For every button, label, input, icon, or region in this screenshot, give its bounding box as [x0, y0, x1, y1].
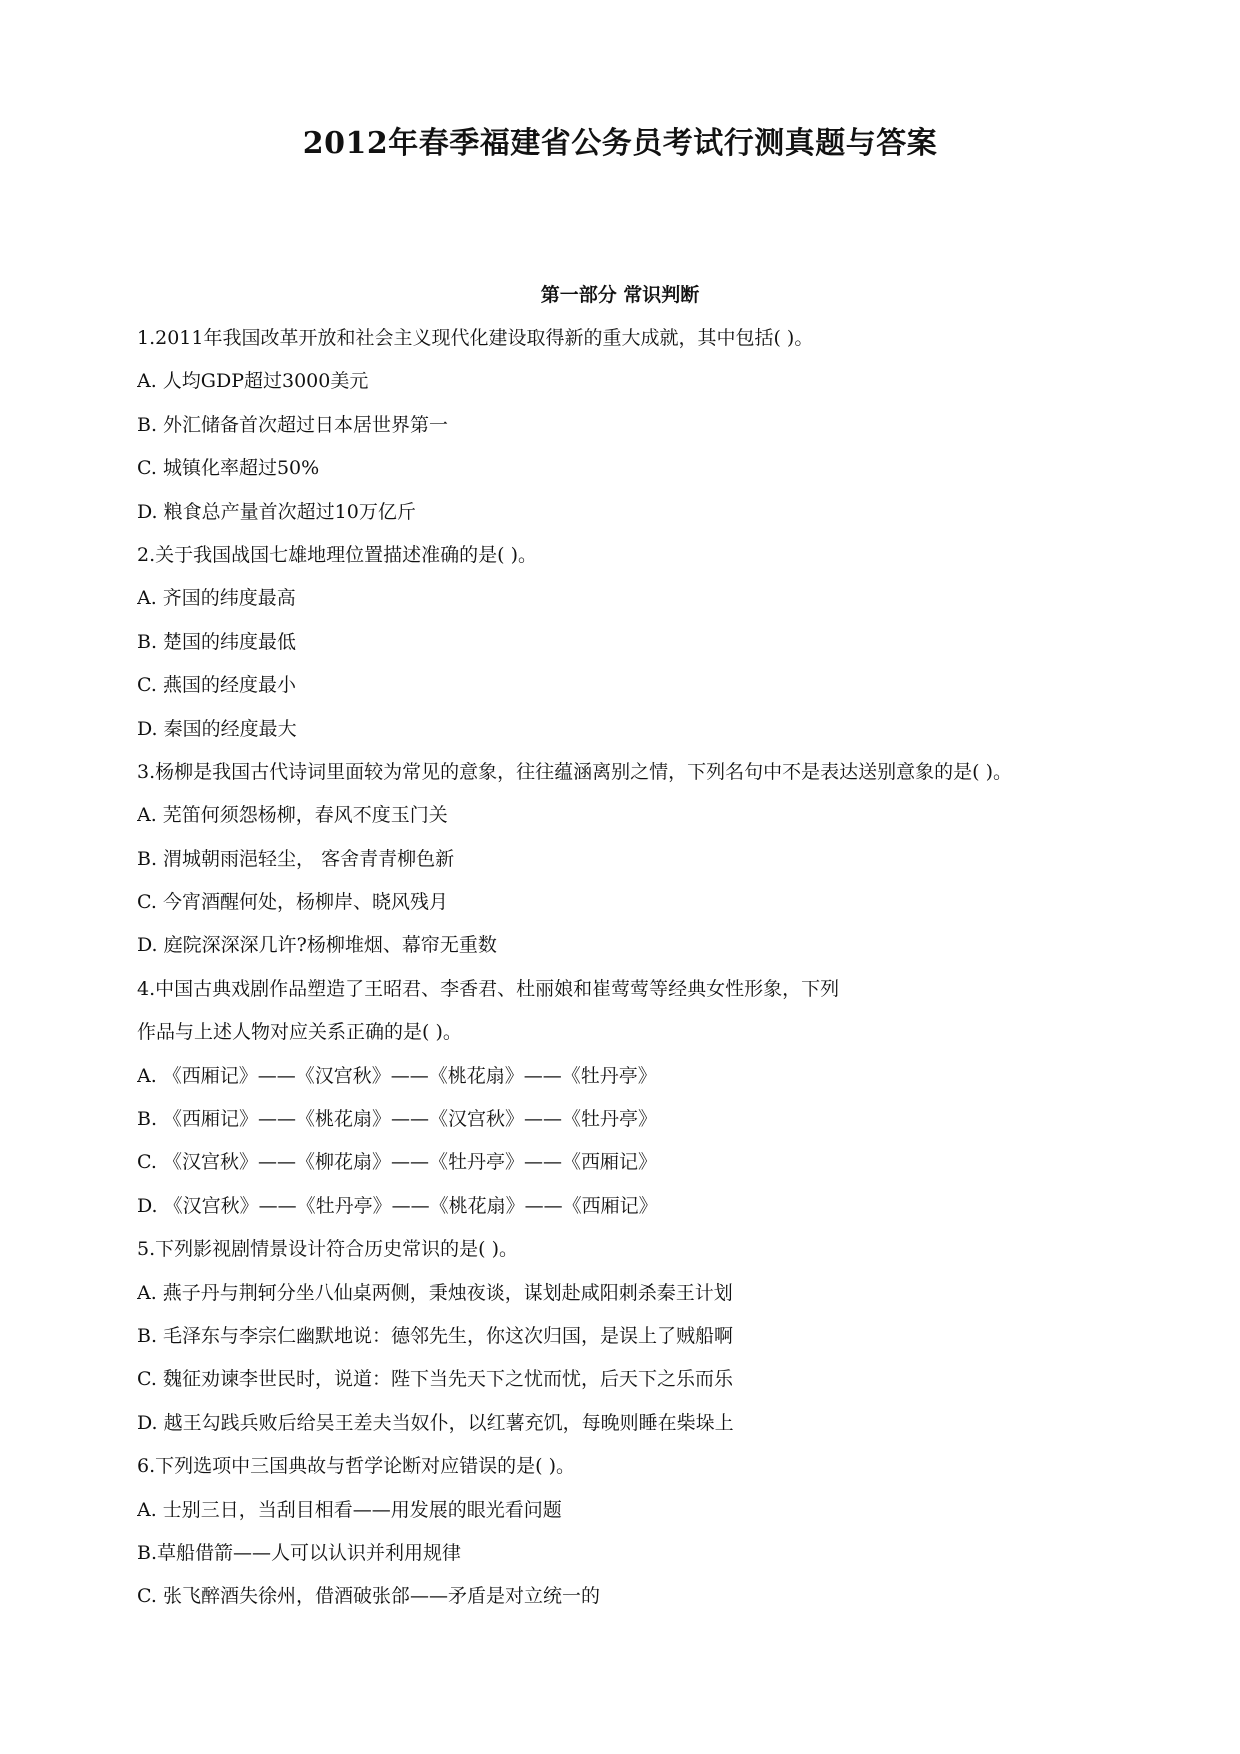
- answer-option: C. 《汉宫秋》——《柳花扇》——《牡丹亭》——《西厢记》: [137, 1151, 657, 1174]
- answer-option: A. 齐国的纬度最高: [137, 587, 296, 610]
- answer-option: C. 魏征劝谏李世民时，说道：陛下当先天下之忧而忧，后天下之乐而乐: [137, 1368, 733, 1391]
- answer-option: B. 渭城朝雨浥轻尘， 客舍青青柳色新: [137, 847, 455, 870]
- answer-option: B. 楚国的纬度最低: [137, 630, 297, 653]
- answer-option: B. 外汇储备首次超过日本居世界第一: [137, 413, 449, 436]
- answer-option: C. 燕国的经度最小: [137, 674, 296, 697]
- answer-option: D. 秦国的经度最大: [137, 717, 297, 740]
- question-stem: 4.中国古典戏剧作品塑造了王昭君、李香君、杜丽娘和崔莺莺等经典女性形象，下列: [137, 977, 840, 1000]
- answer-option: B. 《西厢记》——《桃花扇》——《汉宫秋》——《牡丹亭》: [137, 1108, 658, 1131]
- document-title: 2012年春季福建省公务员考试行测真题与答案: [302, 126, 938, 161]
- answer-option: A. 人均GDP超过3000美元: [137, 370, 369, 393]
- answer-option: B.草船借箭——人可以认识并利用规律: [137, 1541, 462, 1564]
- question-stem: 5.下列影视剧情景设计符合历史常识的是( )。: [137, 1238, 518, 1261]
- answer-option: D. 越王勾践兵败后给吴王差夫当奴仆，以红薯充饥，每晚则睡在柴垛上: [137, 1411, 734, 1434]
- question-stem: 1.2011年我国改革开放和社会主义现代化建设取得新的重大成就，其中包括( )。: [137, 327, 814, 349]
- section-title: 第一部分 常识判断: [540, 284, 700, 306]
- answer-option: D. 粮食总产量首次超过10万亿斤: [137, 500, 416, 523]
- answer-option: A. 士别三日，当刮目相看——用发展的眼光看问题: [137, 1498, 562, 1521]
- document-body: [137, 317, 1137, 1619]
- question-stem: 3.杨柳是我国古代诗词里面较为常见的意象，往往蕴涵离别之情，下列名句中不是表达送别意象的是( )。: [137, 760, 1012, 783]
- answer-option: C. 今宵酒醒何处，杨柳岸、晓风残月: [137, 891, 448, 914]
- answer-option: A. 芜笛何须怨杨柳，春风不度玉门关: [137, 804, 448, 827]
- answer-option: D. 《汉宫秋》——《牡丹亭》——《桃花扇》——《西厢记》: [137, 1194, 658, 1217]
- answer-option: C. 张飞醉酒失徐州，借酒破张郃——矛盾是对立统一的: [137, 1585, 600, 1608]
- question-stem-continued: 作品与上述人物对应关系正确的是( )。: [137, 1021, 462, 1044]
- answer-option: D. 庭院深深深几许?杨柳堆烟、幕帘无重数: [137, 934, 497, 957]
- answer-option: A. 燕子丹与荆轲分坐八仙桌两侧，秉烛夜谈，谋划赴咸阳刺杀秦王计划: [137, 1281, 733, 1304]
- question-stem: 6.下列选项中三国典故与哲学论断对应错误的是( )。: [137, 1455, 575, 1478]
- answer-option: C. 城镇化率超过50%: [137, 457, 320, 480]
- answer-option: B. 毛泽东与李宗仁幽默地说：德邻先生，你这次归国，是误上了贼船啊: [137, 1324, 734, 1347]
- answer-option: A. 《西厢记》——《汉宫秋》——《桃花扇》——《牡丹亭》: [137, 1064, 657, 1087]
- question-stem: 2.关于我国战国七雄地理位置描述准确的是( )。: [137, 543, 537, 566]
